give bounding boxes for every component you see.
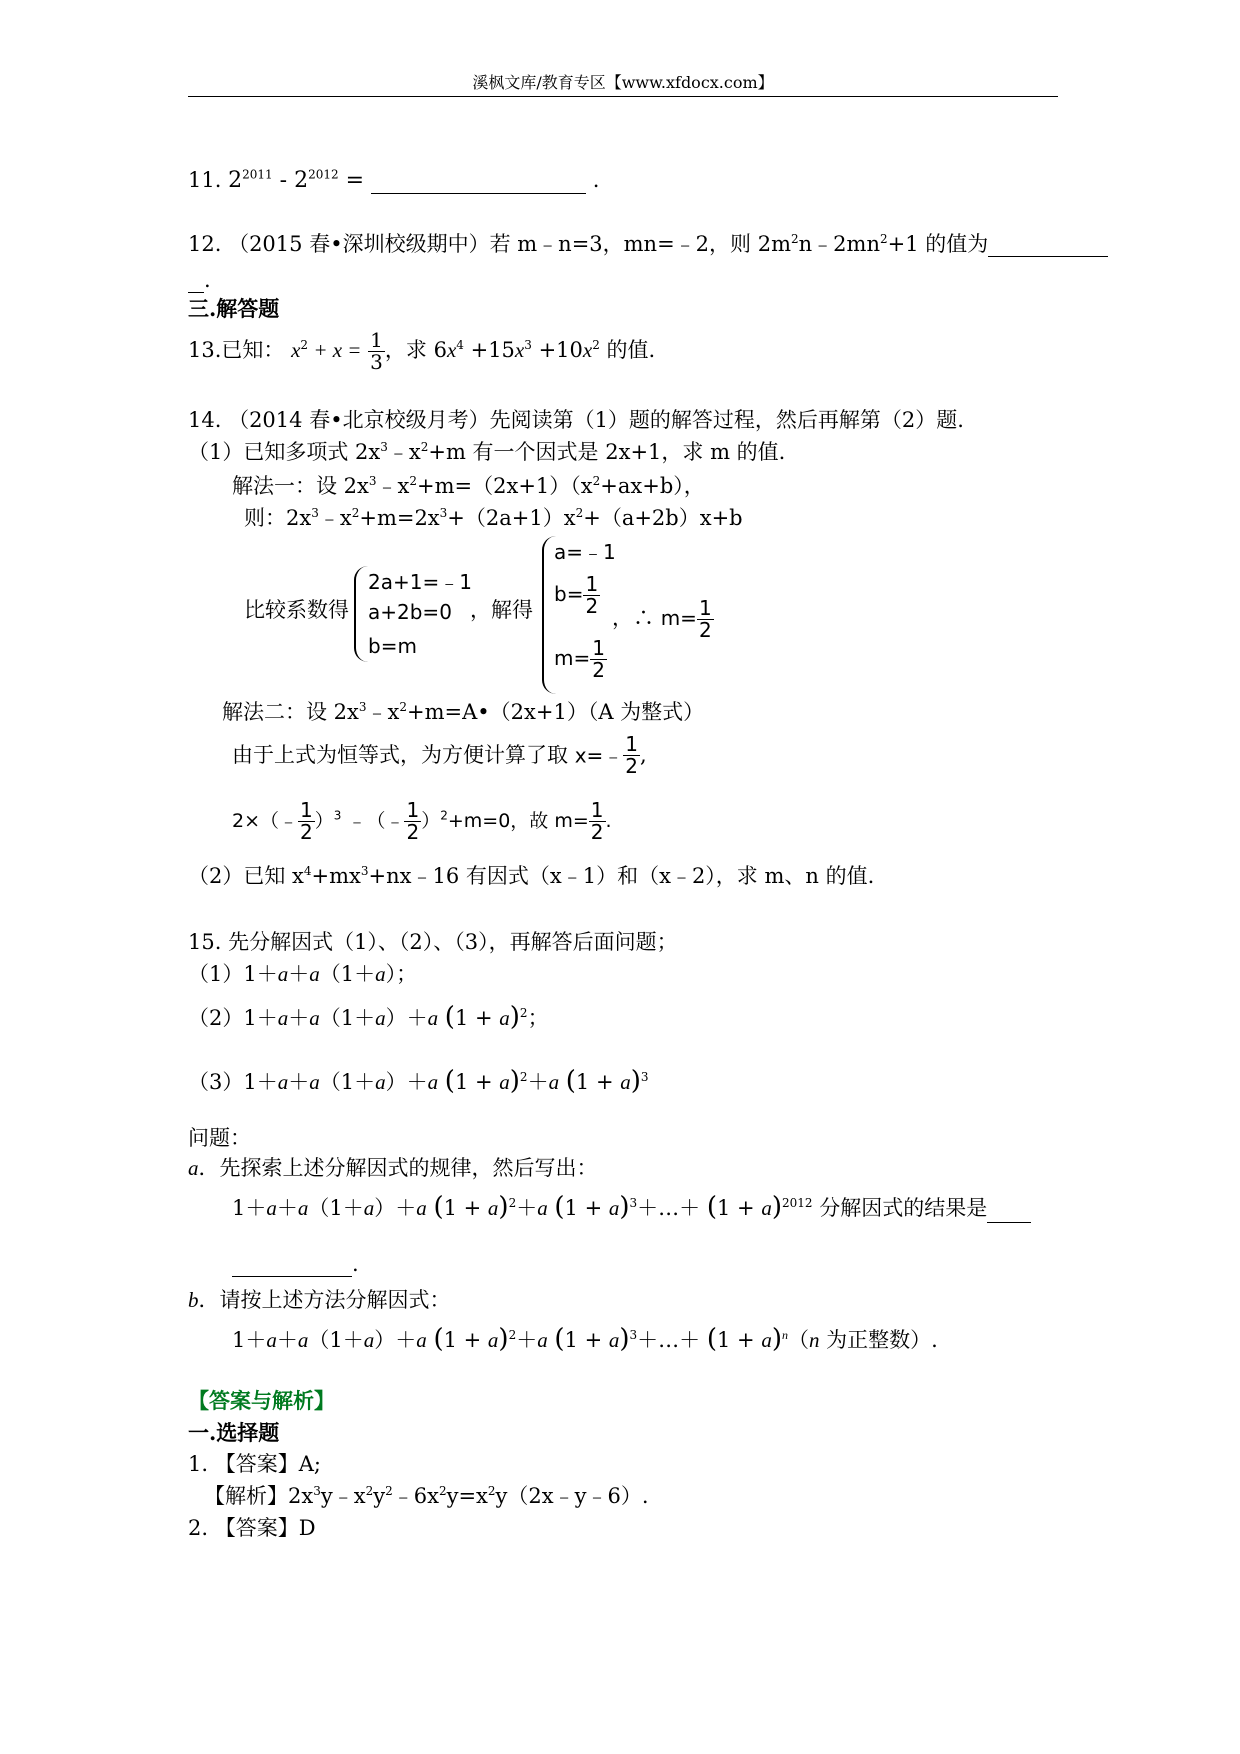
q15-cube: 3 [640,1070,649,1084]
a1-exp-b: y﹣x [320,1484,366,1508]
q15-a: a [297,1196,309,1220]
q15-qb-leading: 1＋ [232,1328,267,1352]
q14-p1-a: （1）已知多项式 2x [188,440,381,464]
q14-m5-frac1 [298,800,315,843]
q13-num: 1 [370,328,383,352]
q11-expression [228,168,371,193]
q15-a: a [375,1070,386,1094]
q14-m5-n1: 1 [300,798,313,822]
q14-p2-c: +nx﹣16 有因式（x﹣1）和（x﹣2），求 m、n 的值. [368,864,875,888]
q15-paren-close: ) [630,1066,641,1096]
q14-m3-c: +m=A•（2x+1）（A 为整式） [407,700,705,724]
q15-n: n [808,1328,820,1352]
q15-one-plus: 1 + [717,1196,762,1220]
q15-paren-open: ( [706,1324,717,1354]
q15-a: a [416,1328,427,1352]
q15-e3: （3）1＋ [188,1070,278,1094]
q13-sup-a: 2 [300,338,309,352]
q15-a: a [416,1196,427,1220]
q14-intro: 14. （2014 春•北京校级月考）先阅读第（1）题的解答过程，然后再解第（2）题. [188,408,964,432]
q13-lhs: + x = [308,338,362,362]
answer-1: 1. 【答案】A; [188,1452,321,1476]
answers-title: 【答案与解析】 [188,1388,335,1413]
q15-lp: （1＋ [319,1070,376,1094]
sol-m-num: 1 [592,636,605,660]
q15-a: a [277,962,289,986]
q15-paren-close: ) [509,1002,520,1032]
q15-cube: 3 [629,1328,638,1342]
q15-part-b [188,1288,451,1313]
q11-period: . [592,168,600,192]
q15-plus: ＋ [395,1328,417,1352]
q15-paren-close: ) [498,1324,509,1354]
q15-a: a [548,1070,560,1094]
q15-question-label: 问题： [188,1126,251,1150]
q15-paren-close: ) [498,1192,509,1222]
q15-rp: ） [385,1070,407,1094]
q11-number: 11. [188,168,222,192]
q13-fraction [368,330,385,373]
q11-equals: = [345,168,365,193]
q15-part-a [188,1156,598,1181]
q11-base2: 2 [294,168,309,193]
q15-paren-open: ( [554,1192,565,1222]
q14-m4-fraction [623,734,640,777]
q15-paren-close: ) [509,1066,520,1096]
q15-e2: （2）1＋ [188,1006,278,1030]
q15-paren-open: ( [433,1324,444,1354]
q14-p2-a: （2）已知 x [188,864,304,888]
q14-m1-c: +m=（2x+1）（x [417,474,593,498]
sol-b-den: 2 [585,594,599,618]
q15-qb-label: b [188,1288,199,1312]
q15-rp: ） [385,1006,407,1030]
q14-m1-s1: 3 [368,474,377,488]
q15-a: a [608,1328,620,1352]
q14-method1 [232,474,705,499]
q14-p1-b: ﹣x [387,440,421,464]
q15-paren-open: ( [433,1192,444,1222]
q14-m4-x: x=﹣ [574,743,624,768]
q15-lp: （1＋ [319,962,376,986]
q11-exp1: 2011 [242,167,273,182]
solve-label: ，解得 [470,598,533,622]
q13-t1: x [446,338,457,362]
sol-b-fraction [583,574,600,617]
q15-lp: （1＋ [308,1196,364,1220]
system-eq-1: 2a+1=﹣1 [368,570,472,594]
solution-m [554,638,607,681]
q15-expr-1 [188,962,417,987]
q11-minus: - [272,168,295,193]
q15-qb-text: ．请按上述方法分解因式： [198,1288,451,1312]
q15-one-plus: 1 + [443,1196,488,1220]
q15-a: a [620,1070,631,1094]
q14-m5-c: ﹣（﹣ [347,810,405,833]
q13-sup-c: 3 [524,338,532,352]
q14-m2-s2: 2 [351,506,360,520]
answers-section-1: 一.选择题 [188,1420,280,1445]
q15-a: a [297,1328,309,1352]
q14-m3-a: 解法二：设 2x [222,700,359,724]
a1-s5: 2 [487,1484,496,1498]
q14-m5-d: ） [421,810,441,833]
q14-m2-e: +（a+2b）x+b [583,506,743,530]
q15-a: a [487,1196,499,1220]
q15-qa-leading: 1＋ [232,1196,267,1220]
q14-m4-num: 1 [625,732,639,756]
q15-a: a [427,1006,439,1030]
q14-m5-frac2 [404,800,421,843]
q15-a: a [487,1328,499,1352]
q15-a: a [266,1328,277,1352]
q15-answer-blank-cont[interactable] [232,1256,352,1277]
q15-dots: ＋…＋ [637,1196,701,1220]
q14-m2-a: 则：2x [244,506,312,530]
q14-p1-s2: 2 [420,440,429,454]
a1-s3: 2 [385,1484,393,1498]
q15-qb-end-a: （ [787,1328,809,1352]
q15-one-plus: 1 + [575,1070,621,1094]
q14-m2-s3: 3 [439,506,448,520]
q15-a: a [363,1328,375,1352]
a1-exp-f: y（2x﹣y﹣6）. [495,1484,649,1508]
q15-e1-end: ； [396,962,418,986]
q15-expr-2 [188,1002,549,1033]
q14-m4-end: , [640,742,647,767]
system-eq-2: a+2b=0 [368,600,452,624]
q14-expansion [244,506,743,531]
q14-m1-s3: 2 [592,474,601,488]
solution-a: a=﹣1 [554,540,616,564]
q15-exp-n: n [781,1328,788,1342]
q15-plus: ＋ [395,1196,417,1220]
q15-a: a [277,1006,289,1030]
q15-answer-blank[interactable] [987,1202,1031,1223]
therefore-result [612,598,714,641]
q15-a: a [608,1196,620,1220]
q15-sq: 2 [508,1328,517,1342]
q14-p2-s1: 4 [303,864,312,878]
q15-plus: ＋ [276,1328,298,1352]
q14-m2-s1: 3 [311,506,319,520]
q15-paren-open: ( [444,1002,455,1032]
a1-exp-a: 【解析】2x [204,1484,314,1508]
q15-paren-close: ) [619,1192,630,1222]
a1-exp-c: y [373,1484,386,1508]
q15-lp: （1＋ [319,1006,376,1030]
q15-plus: ＋ [288,1070,310,1094]
answer-2: 2. 【答案】D [188,1516,316,1540]
q13-t4: +10 [531,338,583,362]
q14-m1-s2: 2 [409,474,418,488]
q15-a: a [363,1196,375,1220]
q15-a: a [309,962,320,986]
a1-s1: 3 [313,1484,321,1498]
compare-label: 比较系数得 [244,598,349,622]
q15-sq: 2 [508,1196,517,1210]
q15-plus: ＋ [406,1070,428,1094]
q15-a: a [761,1328,772,1352]
q15-lp: （1＋ [308,1328,364,1352]
q15-rp: ） [385,962,397,986]
q14-m4-den: 2 [625,754,639,778]
q14-p1-c: +m 有一个因式是 2x+1，求 m 的值. [428,440,786,464]
q14-substitution [232,800,612,843]
q15-one-plus: 1 + [564,1328,609,1352]
q11-base1: 2 [228,168,243,193]
q14-m5-d3: 2 [590,820,604,844]
header-divider [188,96,1058,97]
q14-m5-n2: 1 [406,798,420,822]
q15-one-plus: 1 + [454,1006,500,1030]
q14-m5-end: . [605,810,612,833]
question-11 [188,168,599,194]
answer-1-explanation [204,1484,649,1509]
q15-rp: ） [374,1196,396,1220]
sol-b-left: b= [554,582,584,606]
sol-b-num: 1 [585,572,599,596]
q15-paren-open: ( [565,1066,576,1096]
q14-m3-s2: 2 [399,700,408,714]
a1-s2: 2 [365,1484,374,1498]
q15-paren-open: ( [444,1066,455,1096]
q13-sup-d: 2 [592,338,600,352]
q14-m3-b: ﹣x [366,700,400,724]
q13-mid: ，求 6 [384,338,447,362]
solution-b [554,574,600,617]
q12-sup-1: 2 [791,232,799,246]
q15-paren-close: ) [771,1192,782,1222]
system-eq-3: b=m [368,634,417,658]
q14-m1-a: 解法一：设 2x [232,474,369,498]
q14-m1-b: ﹣x [376,474,410,498]
q12-text-1: 12. （2015 春•深圳校级期中）若 m﹣n=3，mn=﹣2，则 2m [188,232,791,256]
q15-one-plus: 1 + [564,1196,609,1220]
q11-exp2: 2012 [308,167,339,182]
result-num: 1 [698,596,712,620]
q15-a: a [537,1328,548,1352]
q15-answer-blank-line [232,1252,359,1277]
q12-answer-blank-cont[interactable] [188,274,204,293]
q15-plus: ＋ [288,962,310,986]
q13-suffix: 的值. [599,338,656,362]
sol-m-den: 2 [592,658,605,682]
question-12 [188,232,1108,257]
q15-a: a [375,962,386,986]
q13-t3: x [514,338,525,362]
q12-continuation [188,268,211,293]
q15-sq: 2 [519,1070,528,1084]
q13-t5: x [582,338,593,362]
q14-m4-text: 由于上式为恒等式，为方便计算了取 [232,742,568,767]
q15-exp-2012: 2012 [781,1196,813,1210]
q15-sq: 2 [519,1006,528,1020]
q15-plus: ＋ [276,1196,298,1220]
q14-p1-s1: 3 [380,440,388,454]
question-13 [188,330,655,373]
q13-den: 3 [370,350,383,374]
section-3-title: 三.解答题 [188,296,280,321]
a1-exp-e: y=x [446,1484,488,1508]
q15-paren-close: ) [619,1324,630,1354]
q14-identity-note [232,734,647,777]
q15-intro: 15. 先分解因式（1）、（2）、（3），再解答后面问题； [188,930,678,954]
q14-part1 [188,440,785,465]
q14-m5-a: 2×（﹣ [232,810,299,833]
q14-m5-s1: 3 [333,808,342,823]
q15-qa-period: . [352,1252,359,1276]
q15-qb-end-b: 为正整数）. [819,1328,938,1352]
q15-expr-3 [188,1066,649,1097]
q12-answer-blank[interactable] [988,236,1108,257]
q14-m5-s2: 2 [440,808,448,823]
q13-prefix: 13.已知： [188,338,285,362]
q15-paren-open: ( [554,1324,565,1354]
q15-qa-label: a [188,1156,199,1180]
sol-m-left: m= [554,646,591,670]
q15-plus: ＋ [527,1070,549,1094]
q12-period: . [204,268,211,292]
q15-cube: 3 [629,1196,638,1210]
q14-m2-c: +m=2x [359,506,440,530]
result-fraction [697,598,714,641]
q14-method2 [222,700,704,725]
q13-sup-b: 4 [456,338,464,352]
q15-a: a [309,1070,320,1094]
q15-qa-text: ．先探索上述分解因式的规律，然后写出： [198,1156,598,1180]
a1-exp-d: ﹣6x [392,1484,439,1508]
q15-a: a [266,1196,277,1220]
q12-sup-2: 2 [879,232,888,246]
q12-text-3: +1 的值为 [887,232,989,256]
q15-one-plus: 1 + [454,1070,500,1094]
q15-e1: （1）1＋ [188,962,278,986]
q15-plus: ＋ [288,1006,310,1030]
sol-m-fraction [590,638,607,681]
q15-part-b-expr [232,1324,938,1355]
result-left: m= [660,606,697,630]
q14-m5-d1: 2 [300,820,313,844]
q14-m5-e: +m=0，故 [447,810,549,833]
q15-a: a [499,1070,510,1094]
q12-text-2: n﹣2mn [798,232,880,256]
q14-m2-b: ﹣x [318,506,352,530]
q15-paren-open: ( [706,1192,717,1222]
q15-a: a [309,1006,320,1030]
q14-m1-d: +ax+b）， [600,474,705,498]
q14-m3-s1: 3 [358,700,367,714]
q14-m5-d2: 2 [406,820,420,844]
q15-qa-end: 分解因式的结果是 [812,1196,988,1220]
q15-plus: ＋ [516,1196,538,1220]
q14-part2 [188,864,874,889]
q15-paren-close: ) [771,1324,782,1354]
q15-a: a [537,1196,548,1220]
q14-p2-s2: 3 [360,864,369,878]
q11-answer-blank[interactable] [371,169,586,194]
q15-a: a [375,1006,386,1030]
q15-plus: ＋ [406,1006,428,1030]
q14-p2-b: +mx [311,864,361,888]
q15-rp: ） [374,1328,396,1352]
q15-e2-end: ； [527,1006,549,1030]
q14-m5-b: ） [314,810,334,833]
page-header: 溪枫文库/教育专区【www.xfdocx.com】 [472,73,774,92]
q14-m2-d: +（2a+1）x [447,506,576,530]
q14-m5-n3: 1 [590,798,604,822]
q14-m5-frac3 [589,800,606,843]
q15-a: a [761,1196,772,1220]
q13-x: x [291,338,301,362]
q15-part-a-expr [232,1192,1031,1223]
q15-one-plus: 1 + [443,1328,488,1352]
a1-s4: 2 [438,1484,447,1498]
q15-a: a [499,1006,510,1030]
q15-one-plus: 1 + [717,1328,762,1352]
therefore-symbol: ，∴ [612,606,654,630]
q15-plus: ＋ [516,1328,538,1352]
result-den: 2 [698,618,712,642]
q15-dots: ＋…＋ [637,1328,701,1352]
q15-a: a [277,1070,289,1094]
q14-m2-s4: 2 [575,506,584,520]
q15-a: a [427,1070,439,1094]
q13-t2: +15 [463,338,515,362]
q14-m5-m: m= [554,810,589,833]
